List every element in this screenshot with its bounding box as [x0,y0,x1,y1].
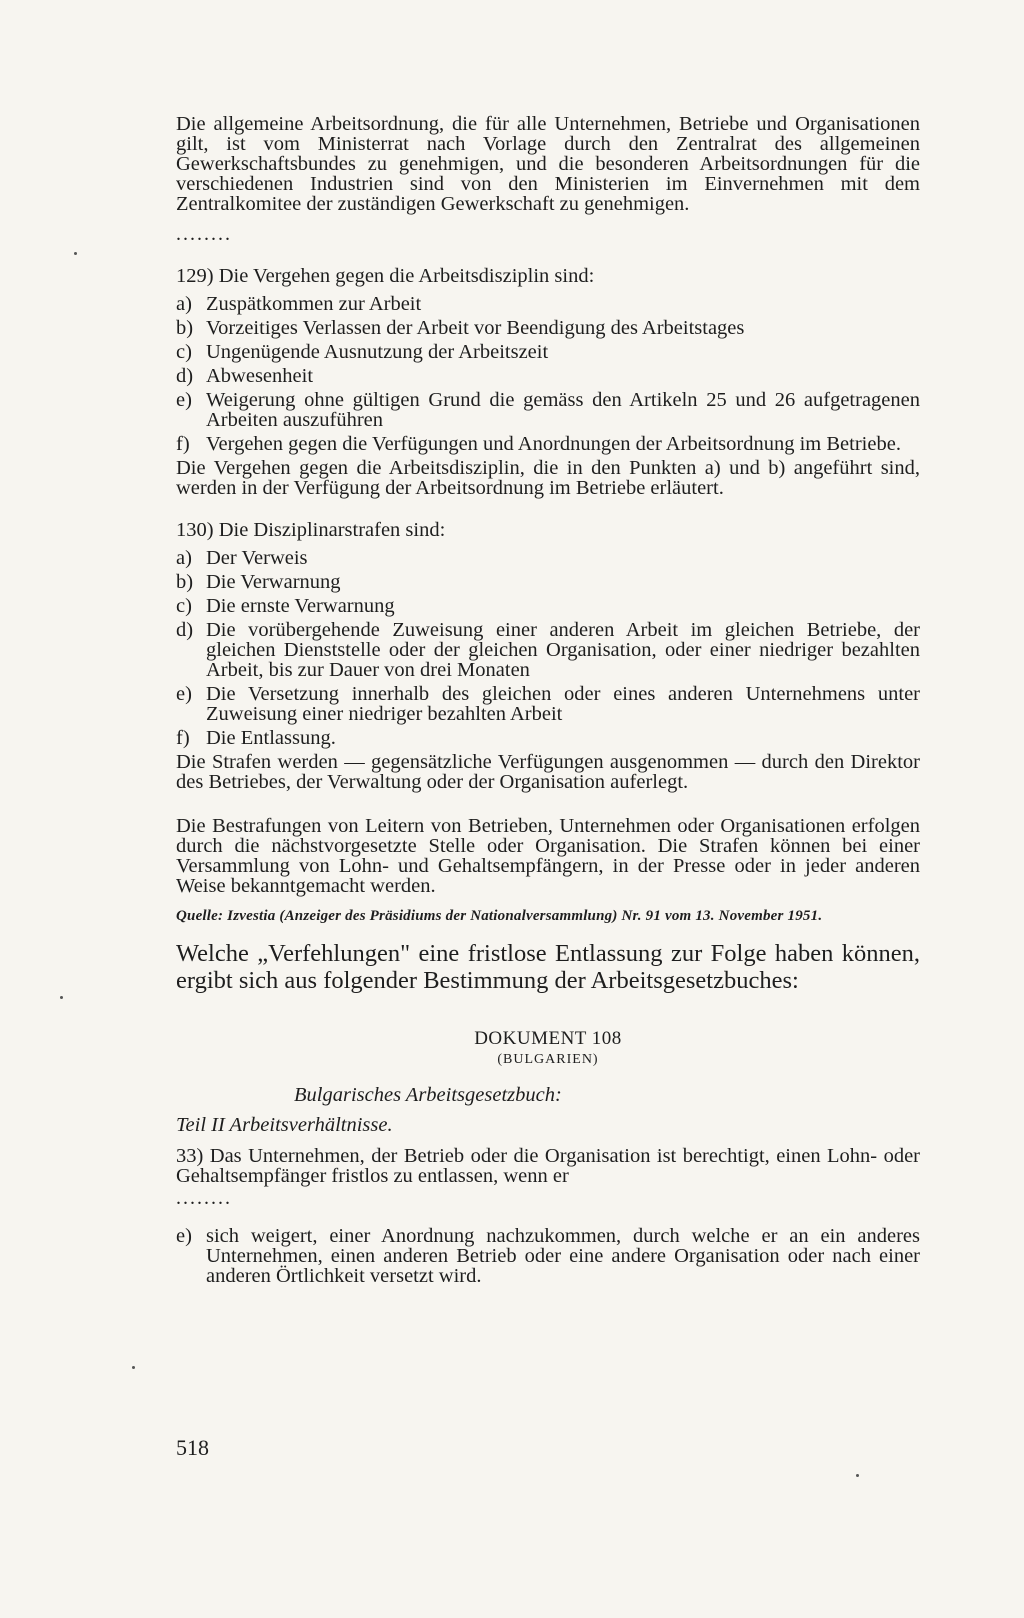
section-33-item-e [176,1226,920,1286]
section-129-closing: Die Vergehen gegen die Arbeitsdisziplin, die in den Punkten a) und b) angeführt sind, werden in der Verfügung der Arbeitsordnung im Betriebe erläutert. [176,457,920,499]
item-text: sich weigert, einer Anordnung nachzukommen, durch welche er an ein anderes Unternehmen, einen anderen Betrieb oder eine andere Organisation oder nach einer anderen Örtlichkeit versetzt wird. [206,1225,920,1287]
scan-speck [74,252,77,255]
document-country: (BULGARIEN) [497,1052,599,1067]
item-text: Die Versetzung innerhalb des gleichen oder eines anderen Unternehmens unter Zuweisung einer niedriger bezahlten Arbeit [206,683,920,725]
section-130-list [176,548,920,748]
document-title: DOKUMENT 108 [474,1028,622,1049]
section-129-item [176,390,920,430]
section-129-heading: 129) Die Vergehen gegen die Arbeitsdisziplin sind: [176,265,595,287]
item-mark: e) [176,1225,192,1247]
intro-paragraph: Die allgemeine Arbeitsordnung, die für alle Unternehmen, Betriebe und Organisationen gilt, ist vom Ministerrat nach Vorlage durch den Zentralrat des allgemeinen Gewerkschaftsbundes zu genehmigen, und die besonderen Arbeitsordnungen für die verschiedenen Industrien sind von den Ministerien im Einvernehmen mit dem Zentralkomitee der zuständigen Gewerkschaft zu genehmigen. [176,113,920,215]
law-title: Bulgarisches Arbeitsgesetzbuch: [294,1084,562,1106]
section-130-item [176,548,920,568]
section-130-item [176,572,920,592]
item-text: Vorzeitiges Verlassen der Arbeit vor Beendigung des Arbeitstages [206,317,745,339]
item-mark: b) [176,571,194,593]
commentary-paragraph: Welche „Verfehlungen" eine fristlose Entlassung zur Folge haben können, ergibt sich aus folgender Bestimmung der Arbeitsgesetzbuches: [176,940,920,994]
scan-speck [60,996,63,999]
item-mark: c) [176,341,192,363]
part-title: Teil II Arbeitsverhältnisse. [176,1114,393,1136]
section-130-heading: 130) Die Disziplinarstrafen sind: [176,519,446,541]
section-129-item [176,294,920,314]
item-text: Ungenügende Ausnutzung der Arbeitszeit [206,341,549,363]
item-mark: b) [176,317,194,339]
item-mark: d) [176,619,194,641]
section-130 [176,520,920,792]
item-mark: c) [176,595,192,617]
item-text: Der Verweis [206,547,308,569]
leaders-paragraph: Die Bestrafungen von Leitern von Betrieben, Unternehmen oder Organisationen erfolgen durch die nächstvorgesetzte Stelle oder Organisation. Die Strafen können bei einer Versammlung von Lohn- und Gehaltsempfängern, in der Presse oder in jeder anderen Weise bekanntgemacht werden. [176,815,920,897]
ellipsis-2: ........ [176,1187,232,1209]
section-130-closing: Die Strafen werden — gegensätzliche Verfügungen ausgenommen — durch den Direktor des Betriebes, der Verwaltung oder der Organisation auferlegt. [176,751,920,793]
scan-speck [132,1366,135,1369]
source-citation: Quelle: Izvestia (Anzeiger des Präsidiums der Nationalversammlung) Nr. 91 vom 13. November 1951. [176,908,823,924]
section-129 [176,266,920,498]
ellipsis-1: ........ [176,223,232,245]
item-mark: e) [176,683,192,705]
item-text: Weigerung ohne gültigen Grund die gemäss den Artikeln 25 und 26 aufgetragenen Arbeiten auszuführen [206,389,920,431]
section-129-item [176,318,920,338]
section-130-item [176,728,920,748]
section-129-item [176,366,920,386]
section-130-item [176,596,920,616]
item-mark: a) [176,293,192,315]
page-number: 518 [176,1435,209,1460]
item-mark: a) [176,547,192,569]
section-129-item [176,434,920,454]
section-33: 33) Das Unternehmen, der Betrieb oder die Organisation ist berechtigt, einen Lohn- oder Gehaltsempfänger fristlos zu entlassen, wenn er [176,1145,920,1187]
item-text: Die Entlassung. [206,727,336,749]
item-text: Zuspätkommen zur Arbeit [206,293,422,315]
item-mark: d) [176,365,194,387]
item-text: Die vorübergehende Zuweisung einer anderen Arbeit im gleichen Betriebe, der gleichen Dienststelle oder der gleichen Organisation, oder einer niedriger bezahlten Arbeit, bis zur Dauer von drei Monaten [206,619,920,681]
section-130-item [176,620,920,680]
section-129-item [176,342,920,362]
item-text: Die Verwarnung [206,571,341,593]
item-text: Abwesenheit [206,365,314,387]
scan-speck [856,1474,859,1477]
item-mark: e) [176,389,192,411]
section-129-list [176,294,920,454]
document-page [176,110,920,1290]
section-130-item [176,684,920,724]
item-mark: f) [176,727,190,749]
item-text: Die ernste Verwarnung [206,595,395,617]
item-text: Vergehen gegen die Verfügungen und Anordnungen der Arbeitsordnung im Betriebe. [206,433,901,455]
document-108 [176,1028,920,1286]
item-mark: f) [176,433,190,455]
